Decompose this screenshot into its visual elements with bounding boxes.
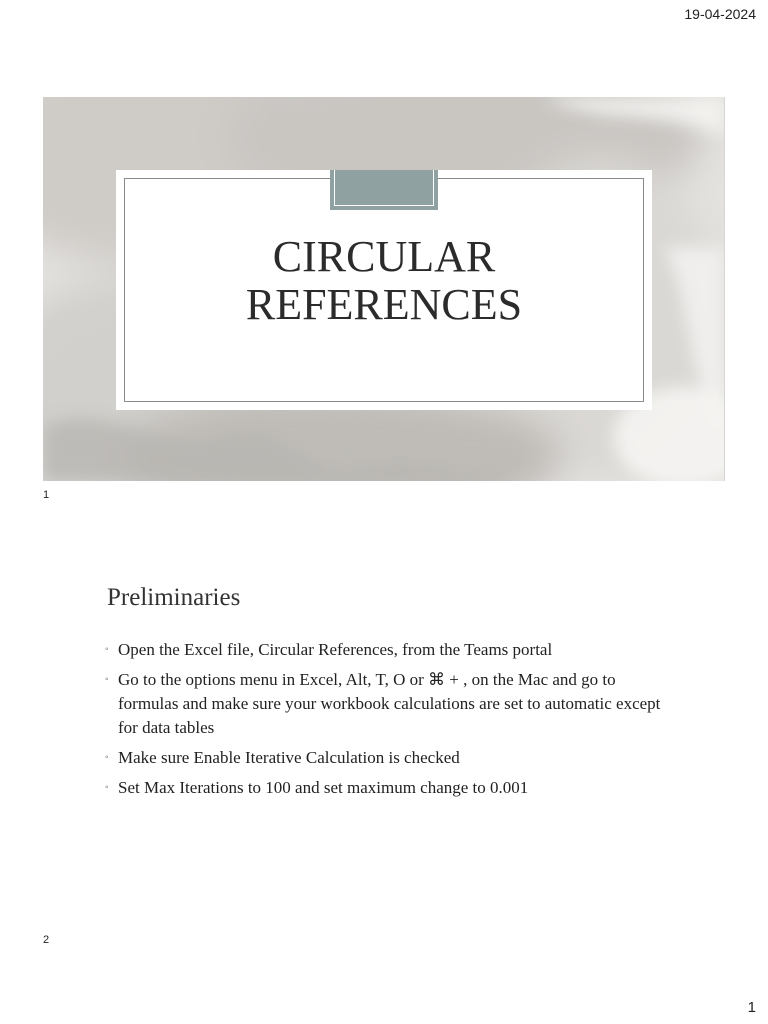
bullet-item [104, 668, 664, 740]
bullet-text: Set Max Iterations to 100 and set maximum change to 0.001 [118, 778, 529, 797]
slide-title [116, 233, 652, 329]
slide-title-line-2: REFERENCES [245, 280, 523, 329]
slide-edge-line [724, 97, 725, 481]
slide-number-2: 2 [43, 934, 50, 946]
title-accent-tab-outline [334, 170, 434, 206]
page-number: 1 [747, 999, 756, 1016]
bullet-text: Go to the options menu in Excel, Alt, T, O or ⌘ + , on the Mac and go to formulas and make sure your workbook calculations are set to automatic except for data tables [118, 670, 661, 737]
bullet-list [104, 638, 664, 806]
bullet-text: Open the Excel file, Circular References, from the Teams portal [118, 640, 553, 659]
slide-heading: Preliminaries [107, 584, 241, 611]
bullet-item [104, 746, 664, 770]
slide-number-1: 1 [43, 489, 50, 501]
title-accent-tab [330, 170, 438, 210]
bullet-text: Make sure Enable Iterative Calculation is checked [118, 748, 460, 767]
bullet-item [104, 776, 664, 800]
bullet-icon: ◦ [105, 674, 109, 685]
bullet-icon: ◦ [105, 644, 109, 655]
bullet-icon: ◦ [105, 752, 109, 763]
bullet-item [104, 638, 664, 662]
print-date: 19-04-2024 [684, 6, 756, 22]
title-card [116, 170, 652, 410]
slide-title-line-1: CIRCULAR [272, 232, 496, 281]
bullet-icon: ◦ [105, 782, 109, 793]
title-slide [43, 97, 725, 481]
